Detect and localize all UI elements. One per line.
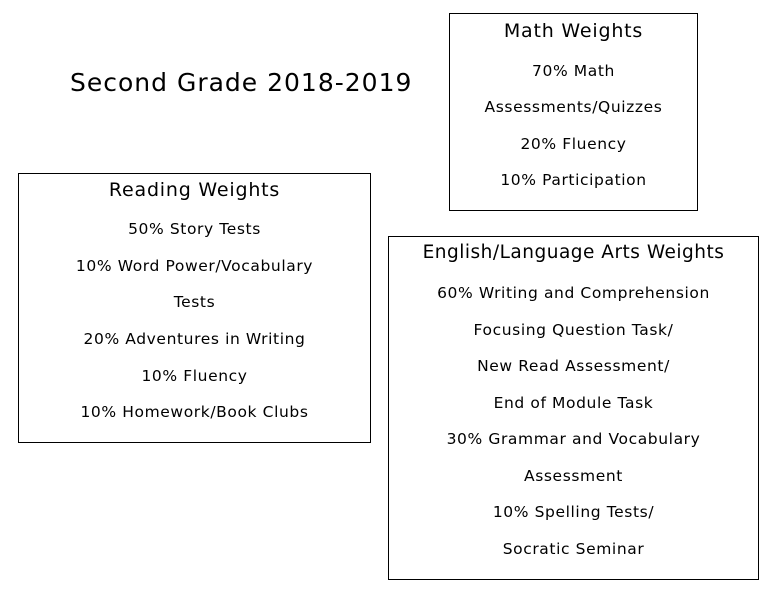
reading-weight-line: 10% Homework/Book Clubs bbox=[80, 403, 309, 421]
math-weight-line: 20% Fluency bbox=[520, 135, 627, 153]
math-weight-line: 10% Participation bbox=[500, 171, 647, 189]
ela-weights-heading: English/Language Arts Weights bbox=[422, 242, 725, 263]
ela-weight-line: Assessment bbox=[524, 467, 623, 485]
ela-weights-box bbox=[388, 236, 759, 580]
ela-weight-line: Focusing Question Task/ bbox=[473, 321, 674, 339]
page-title: Second Grade 2018-2019 bbox=[70, 68, 413, 97]
reading-weights-heading: Reading Weights bbox=[108, 179, 281, 201]
math-weight-line: Assessments/Quizzes bbox=[484, 98, 663, 116]
reading-weights-box bbox=[18, 173, 371, 443]
ela-weight-line: 30% Grammar and Vocabulary bbox=[446, 430, 701, 448]
ela-weight-line: Socratic Seminar bbox=[502, 540, 645, 558]
ela-weight-line: 60% Writing and Comprehension bbox=[437, 284, 710, 302]
ela-weight-line: 10% Spelling Tests/ bbox=[492, 503, 655, 521]
math-weights-box bbox=[449, 13, 698, 211]
reading-weight-line: 10% Word Power/Vocabulary bbox=[75, 257, 314, 275]
math-weights-heading: Math Weights bbox=[503, 20, 644, 42]
reading-weight-line: 10% Fluency bbox=[141, 367, 248, 385]
ela-weight-line: New Read Assessment/ bbox=[477, 357, 670, 375]
ela-weight-line: End of Module Task bbox=[493, 394, 654, 412]
math-weight-line: 70% Math bbox=[532, 62, 615, 80]
reading-weight-line: 20% Adventures in Writing bbox=[83, 330, 306, 348]
reading-weight-line: Tests bbox=[173, 293, 216, 311]
reading-weight-line: 50% Story Tests bbox=[128, 220, 261, 238]
